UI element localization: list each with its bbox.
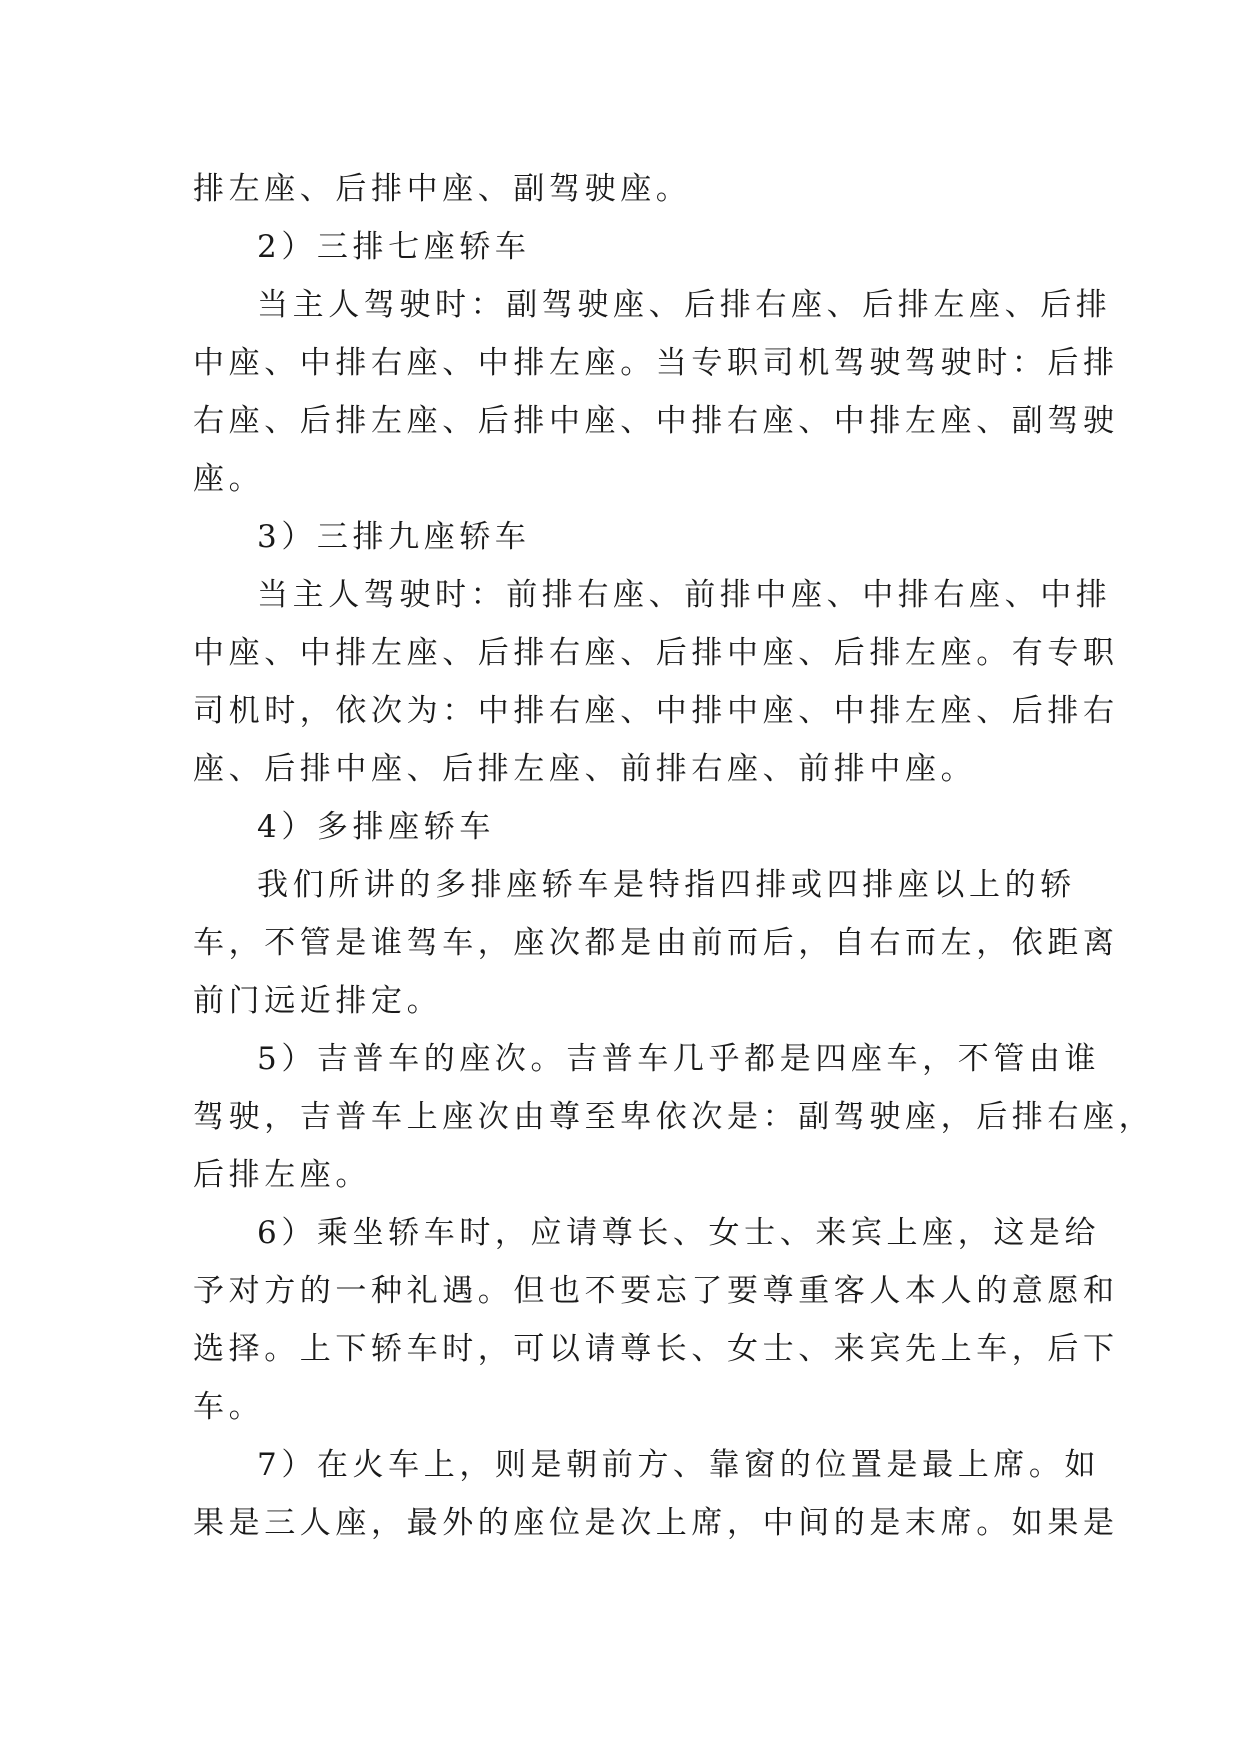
text-line: 我们所讲的多排座轿车是特指四排或四排座以上的轿 xyxy=(257,867,1076,903)
text-line: 驾驶，吉普车上座次由尊至卑依次是：副驾驶座，后排右座， xyxy=(193,1099,1155,1135)
text-line: 予对方的一种礼遇。但也不要忘了要尊重客人本人的意愿和 xyxy=(193,1273,1119,1309)
text-line: 5）吉普车的座次。吉普车几乎都是四座车，不管由谁 xyxy=(257,1041,1101,1077)
text-line: 7）在火车上，则是朝前方、靠窗的位置是最上席。如 xyxy=(257,1447,1101,1483)
text-line: 选择。上下轿车时，可以请尊长、女士、来宾先上车，后下 xyxy=(193,1331,1119,1367)
section-heading: 2）三排七座轿车 xyxy=(257,229,531,265)
text-line: 中座、中排右座、中排左座。当专职司机驾驶驾驶时：后排 xyxy=(193,345,1119,381)
text-line: 排左座、后排中座、副驾驶座。 xyxy=(193,171,692,207)
text-line: 右座、后排左座、后排中座、中排右座、中排左座、副驾驶 xyxy=(193,403,1119,439)
text-line: 车。 xyxy=(193,1389,265,1425)
text-line: 座、后排中座、后排左座、前排右座、前排中座。 xyxy=(193,751,977,787)
text-line: 座。 xyxy=(193,461,265,497)
section-heading: 3）三排九座轿车 xyxy=(257,519,531,555)
text-line: 中座、中排左座、后排右座、后排中座、后排左座。有专职 xyxy=(193,635,1119,671)
text-line: 后排左座。 xyxy=(193,1157,371,1193)
text-line: 前门远近排定。 xyxy=(193,983,443,1019)
text-line: 6）乘坐轿车时，应请尊长、女士、来宾上座，这是给 xyxy=(257,1215,1101,1251)
text-line: 果是三人座，最外的座位是次上席，中间的是末席。如果是 xyxy=(193,1505,1119,1541)
text-line: 车，不管是谁驾车，座次都是由前而后，自右而左，依距离 xyxy=(193,925,1119,961)
text-line: 当主人驾驶时：副驾驶座、后排右座、后排左座、后排 xyxy=(257,287,1112,323)
document-body xyxy=(193,160,1155,1552)
section-heading: 4）多排座轿车 xyxy=(257,809,495,845)
text-line: 当主人驾驶时：前排右座、前排中座、中排右座、中排 xyxy=(257,577,1112,613)
text-line: 司机时，依次为：中排右座、中排中座、中排左座、后排右 xyxy=(193,693,1119,729)
